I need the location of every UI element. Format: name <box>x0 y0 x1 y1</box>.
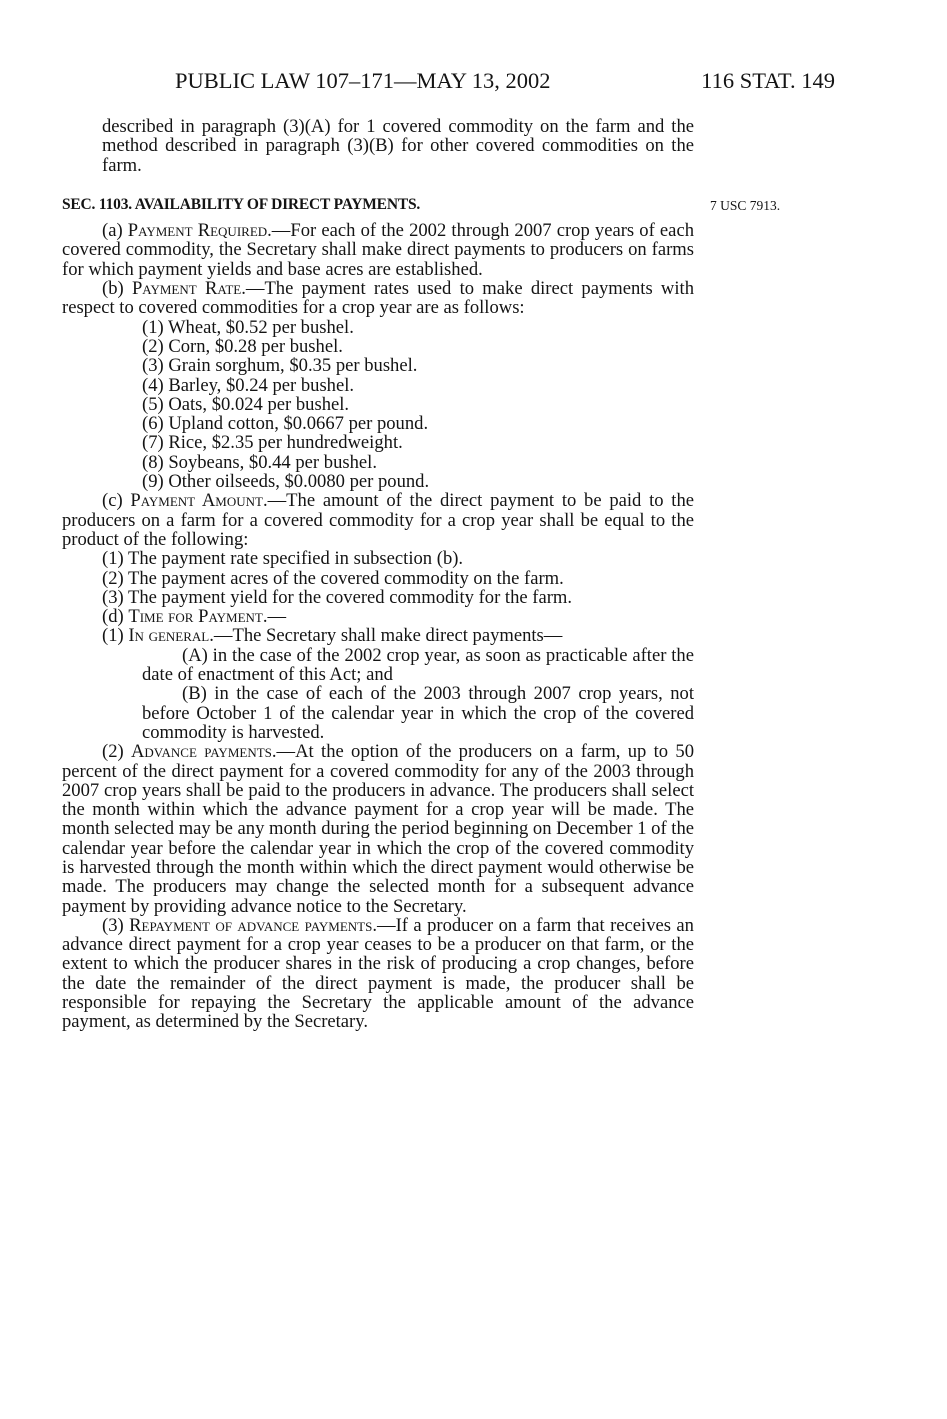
public-law-citation: PUBLIC LAW 107–171—MAY 13, 2002 <box>175 68 551 93</box>
subsection-a-title: Payment Required <box>127 220 268 242</box>
subsection-b-label: (b) <box>102 278 132 300</box>
document-body <box>62 116 781 1033</box>
subsection-d-title-suffix: .— <box>262 606 287 628</box>
intro-continuation: described in paragraph (3)(A) for 1 covered commodity on the farm and the method described in paragraph (3)(B) for other covered commodities on the farm. <box>102 116 694 176</box>
subsection-c <box>62 491 694 549</box>
rate-item-soybeans: (8) Soybeans, $0.44 per bushel. <box>142 451 377 473</box>
paragraph-d1-text: .—The Secretary shall make direct payments— <box>209 625 563 647</box>
subsection-d-heading <box>62 607 694 626</box>
amount-item-acres: (2) The payment acres of the covered commodity on the farm. <box>102 567 564 589</box>
payment-amount-list <box>62 549 694 607</box>
rate-item-barley: (4) Barley, $0.24 per bushel. <box>142 374 355 396</box>
paragraph-d1 <box>22 626 694 645</box>
paragraph-d1-title: In general <box>128 625 210 647</box>
statute-page-number: 116 STAT. 149 <box>701 68 835 93</box>
paragraph-d3-title: Repayment of advance payments <box>129 914 373 936</box>
rate-item-rice: (7) Rice, $2.35 per hundredweight. <box>142 432 403 454</box>
paragraph-d3-text: .—If a producer on a farm that receives an advance direct payment for a crop year ceases to be a producer on that farm, or the extent to which the producer shares in the risk of producing a crop changes, before the date the remainder of the direct payment is made, the producer shall be responsible for repaying the Secretary the applicable amount of the advance payment, as determined by the Secretary. <box>62 914 694 1033</box>
rate-item-oats: (5) Oats, $0.024 per bushel. <box>142 393 350 415</box>
subsection-b <box>62 279 694 318</box>
paragraph-d3 <box>22 916 694 1032</box>
payment-rate-list <box>62 318 694 492</box>
paragraph-d2-text: .—At the option of the producers on a farm, up to 50 percent of the direct payment for a covered commodity for any of the 2003 through 2007 crop years shall be paid to the producers in advance. The producers shall select the month within which the advance payment for a crop year will be made. The month selected may be any month during the period beginning on December 1 of the calendar year before the calendar year in which the crop of the covered commodity is harvested through the month within which the direct payment would otherwise be made. The producers may change the selected month for a subsequent advance payment by providing advance notice to the Secretary. <box>62 741 695 917</box>
rate-item-grain-sorghum: (3) Grain sorghum, $0.35 per bushel. <box>142 355 418 377</box>
rate-item-upland-cotton: (6) Upland cotton, $0.0667 per pound. <box>142 413 429 435</box>
paragraph-d2-title: Advance payments <box>130 741 272 763</box>
subparagraph-d1-a: (A) in the case of the 2002 crop year, as soon as practicable after the date of enactment of this Act; and <box>142 644 694 686</box>
paragraph-d1-label: (1) <box>102 625 129 647</box>
rate-item-other-oilseeds: (9) Other oilseeds, $0.0080 per pound. <box>142 471 430 493</box>
subsection-c-label: (c) <box>102 490 131 512</box>
subparagraph-d1-b: (B) in the case of each of the 2003 through 2007 crop years, not before October 1 of the calendar year in which the crop of the covered commodity is harvested. <box>142 683 694 743</box>
paragraph-d3-label: (3) <box>102 914 130 936</box>
subsection-d-label: (d) <box>102 606 129 628</box>
running-header <box>175 68 835 98</box>
paragraph-d2-label: (2) <box>102 741 131 763</box>
subsection-a-label: (a) <box>102 220 128 242</box>
section-heading: SEC. 1103. AVAILABILITY OF DIRECT PAYMENTS. <box>62 195 421 213</box>
amount-item-rate: (1) The payment rate specified in subsection (b). <box>102 548 464 570</box>
subsection-a-text: .—For each of the 2002 through 2007 crop years of each covered commodity, the Secretary shall make direct payments to producers on farms for which payment yields and base acres are established. <box>62 220 694 280</box>
subsection-d-title: Time for Payment <box>128 606 263 628</box>
subsection-b-text: .—The payment rates used to make direct payments with respect to covered commodities for a crop year are as follows: <box>62 278 694 319</box>
paragraph-d2 <box>22 742 694 916</box>
subsection-c-text: .—The amount of the direct payment to be paid to the producers on a farm for a covered commodity for a crop year shall be equal to the product of the following: <box>62 490 694 550</box>
rate-item-corn: (2) Corn, $0.28 per bushel. <box>142 335 343 357</box>
subsection-a <box>62 221 694 279</box>
usc-margin-note: 7 USC 7913. <box>710 197 781 213</box>
rate-item-wheat: (1) Wheat, $0.52 per bushel. <box>142 316 354 338</box>
section-heading-row <box>62 194 781 214</box>
subsection-b-title: Payment Rate <box>131 278 242 300</box>
amount-item-yield: (3) The payment yield for the covered commodity for the farm. <box>102 586 573 608</box>
subsection-c-title: Payment Amount <box>130 490 263 512</box>
